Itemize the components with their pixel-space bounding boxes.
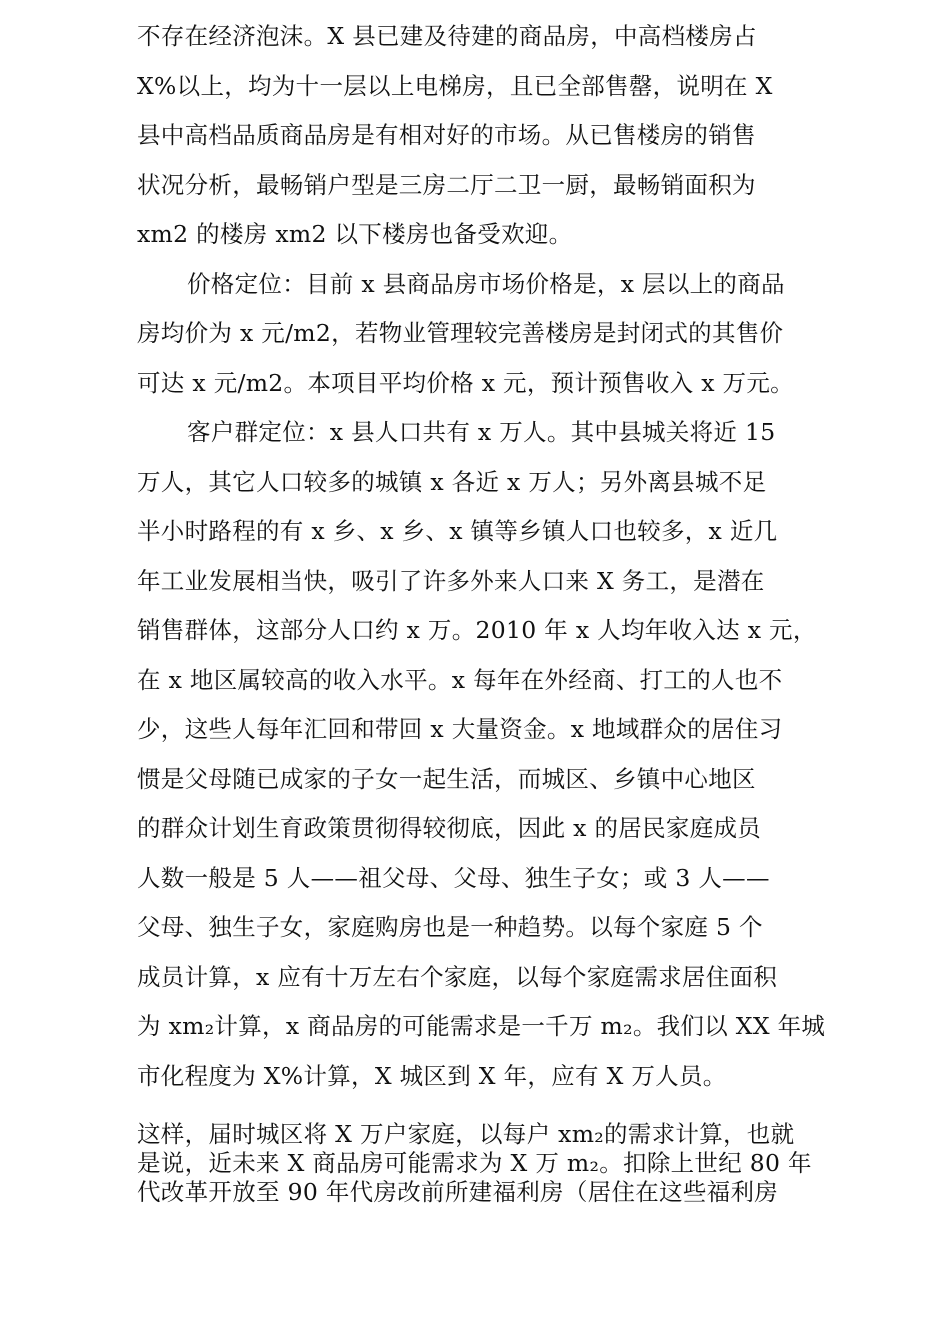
text-line: 万人，其它人口较多的城镇 x 各近 x 万人；另外离县城不足	[137, 467, 767, 496]
text-line: 的群众计划生育政策贯彻得较彻底，因此 x 的居民家庭成员	[137, 814, 762, 842]
text-line: 父母、独生子女，家庭购房也是一种趋势。以每个家庭 5 个	[137, 913, 763, 941]
text-line: 半小时路程的有 x 乡、x 乡、x 镇等乡镇人口也较多，x 近几	[137, 517, 778, 545]
text-line: 不存在经济泡沫。X 县已建及待建的商品房，中高档楼房占	[137, 22, 757, 50]
text-line: 少，这些人每年汇回和带回 x 大量资金。x 地域群众的居住习	[137, 715, 783, 743]
main-text-block	[137, 12, 826, 1101]
tail-text-block	[137, 1120, 819, 1207]
text-line: 为 xm₂计算，x 商品房的可能需求是一千万 m₂。我们以 XX 年城	[137, 1012, 826, 1040]
text-line: 状况分析，最畅销户型是三房二厅二卫一厨，最畅销面积为	[137, 170, 756, 199]
text-line-indent: 价格定位：目前 x 县商品房市场价格是，x 层以上的商品	[187, 269, 785, 298]
text-line: 可达 x 元/m2。本项目平均价格 x 元，预计预售收入 x 万元。	[137, 368, 794, 397]
text-line: 房均价为 x 元/m2，若物业管理较完善楼房是封闭式的其售价	[137, 319, 784, 347]
text-line: 这样，届时城区将 X 万户家庭，以每户 xm₂的需求计算，也就	[137, 1120, 795, 1148]
text-line: 人数一般是 5 人——祖父母、父母、独生子女；或 3 人——	[137, 863, 770, 892]
text-line: 县中高档品质商品房是有相对好的市场。从已售楼房的销售	[137, 121, 756, 149]
text-line: 代改革开放至 90 年代房改前所建福利房（居住在这些福利房	[137, 1178, 779, 1206]
text-line: 销售群体，这部分人口约 x 万。2010 年 x 人均年收入达 x 元，	[137, 616, 817, 644]
text-line: 在 x 地区属较高的收入水平。x 每年在外经商、打工的人也不	[137, 665, 783, 694]
text-line-indent: 客户群定位：x 县人口共有 x 万人。其中县城关将近 15	[187, 418, 776, 446]
text-line: 市化程度为 X%计算，X 城区到 X 年，应有 X 万人员。	[137, 1061, 727, 1090]
text-line: xm2 的楼房 xm2 以下楼房也备受欢迎。	[137, 220, 573, 248]
text-line: X%以上，均为十一层以上电梯房，且已全部售罄，说明在 X	[137, 71, 773, 100]
text-line: 年工业发展相当快，吸引了许多外来人口来 X 务工，是潜在	[137, 566, 765, 595]
text-line: 惯是父母随已成家的子女一起生活，而城区、乡镇中心地区	[137, 764, 756, 793]
text-line: 成员计算，x 应有十万左右个家庭，以每个家庭需求居住面积	[137, 962, 778, 991]
text-line: 是说，近未来 X 商品房可能需求为 X 万 m₂。扣除上世纪 80 年	[137, 1149, 812, 1177]
